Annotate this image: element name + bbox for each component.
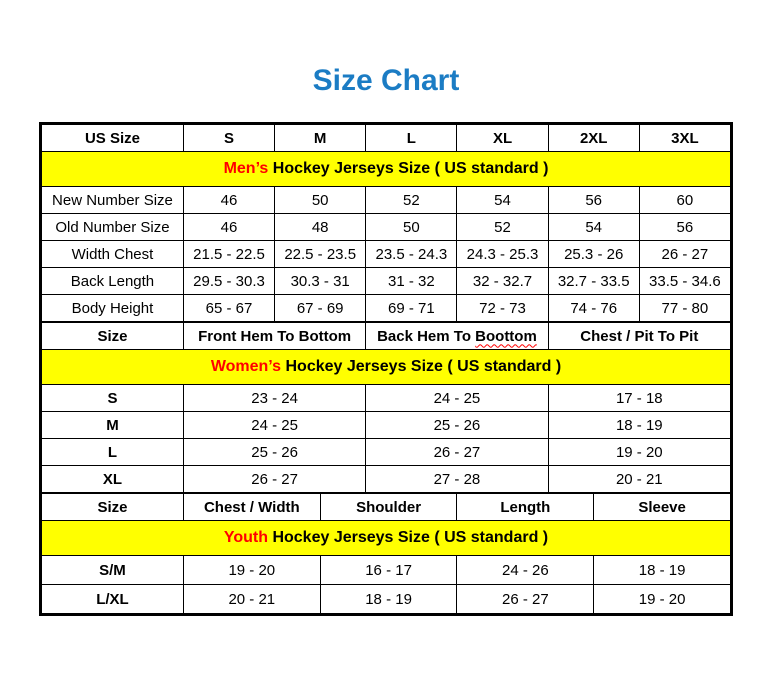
mens-cell-value: 32.7 - 33.5: [548, 268, 639, 295]
youth-cell-value: 26 - 27: [457, 585, 594, 614]
mens-cell-value: 54: [548, 214, 639, 241]
mens-cell-value: 33.5 - 34.6: [639, 268, 730, 295]
mens-cell-value: 50: [275, 187, 366, 214]
table-row: [42, 439, 731, 466]
mens-cell-value: 56: [548, 187, 639, 214]
mens-cell-value: 46: [183, 214, 274, 241]
youth-heading-rest: Hockey Jerseys Size ( US standard ): [268, 529, 549, 546]
womens-cell-value: 27 - 28: [366, 466, 548, 493]
womens-section-heading: [42, 350, 731, 385]
youth-cell-value: 24 - 26: [457, 556, 594, 585]
womens-col-header: Front Hem To Bottom: [183, 323, 365, 350]
size-chart: [39, 122, 733, 616]
mens-cell-value: 54: [457, 187, 548, 214]
youth-col-header: Chest / Width: [183, 494, 320, 521]
womens-row-label: M: [42, 412, 184, 439]
mens-cell-value: 52: [457, 214, 548, 241]
mens-cell-value: 67 - 69: [275, 295, 366, 322]
womens-col-header: Chest / Pit To Pit: [548, 323, 730, 350]
mens-size-table: [41, 124, 731, 322]
table-row: [42, 268, 731, 295]
mens-cell-value: 25.3 - 26: [548, 241, 639, 268]
womens-cell-value: 24 - 25: [183, 412, 365, 439]
mens-cell-value: 30.3 - 31: [275, 268, 366, 295]
mens-col-header: L: [366, 125, 457, 152]
mens-cell-value: 46: [183, 187, 274, 214]
youth-col-header: Shoulder: [320, 494, 457, 521]
mens-cell-value: 65 - 67: [183, 295, 274, 322]
table-row: [42, 466, 731, 493]
womens-cell-value: 26 - 27: [183, 466, 365, 493]
mens-cell-value: 60: [639, 187, 730, 214]
womens-cell-value: 25 - 26: [366, 412, 548, 439]
youth-row-label: S/M: [42, 556, 184, 585]
womens-cell-value: 18 - 19: [548, 412, 730, 439]
womens-size-table: [41, 322, 731, 493]
youth-col-header: Sleeve: [594, 494, 731, 521]
womens-row-label: L: [42, 439, 184, 466]
spellcheck-squiggle: Boottom: [475, 327, 537, 345]
mens-cell-value: 74 - 76: [548, 295, 639, 322]
mens-heading-rest: Hockey Jerseys Size ( US standard ): [268, 160, 549, 177]
womens-cell-value: 25 - 26: [183, 439, 365, 466]
womens-cell-value: 26 - 27: [366, 439, 548, 466]
mens-col-header: 3XL: [639, 125, 730, 152]
table-row: [42, 241, 731, 268]
table-row: [42, 187, 731, 214]
table-row: [42, 556, 731, 585]
mens-col-header: 2XL: [548, 125, 639, 152]
mens-row-label: Width Chest: [42, 241, 184, 268]
mens-cell-value: 31 - 32: [366, 268, 457, 295]
mens-cell-value: 56: [639, 214, 730, 241]
womens-cell-value: 20 - 21: [548, 466, 730, 493]
youth-col-header: Size: [42, 494, 184, 521]
mens-cell-value: 24.3 - 25.3: [457, 241, 548, 268]
womens-row-label: XL: [42, 466, 184, 493]
youth-row-label: L/XL: [42, 585, 184, 614]
mens-row-label: New Number Size: [42, 187, 184, 214]
womens-cell-value: 19 - 20: [548, 439, 730, 466]
youth-cell-value: 19 - 20: [594, 585, 731, 614]
youth-section-heading: [42, 521, 731, 556]
youth-col-header: Length: [457, 494, 594, 521]
mens-cell-value: 29.5 - 30.3: [183, 268, 274, 295]
mens-cell-value: 23.5 - 24.3: [366, 241, 457, 268]
womens-heading-highlight: Women’s: [210, 358, 282, 375]
mens-cell-value: 77 - 80: [639, 295, 730, 322]
table-row: [42, 412, 731, 439]
table-row: [42, 295, 731, 322]
mens-cell-value: 32 - 32.7: [457, 268, 548, 295]
youth-cell-value: 19 - 20: [183, 556, 320, 585]
mens-cell-value: 50: [366, 214, 457, 241]
youth-heading-highlight: Youth: [223, 529, 268, 546]
womens-cell-value: 17 - 18: [548, 385, 730, 412]
youth-cell-value: 16 - 17: [320, 556, 457, 585]
page-title: Size Chart: [312, 64, 460, 97]
table-row: [42, 585, 731, 614]
table-row: [42, 214, 731, 241]
mens-row-label: Body Height: [42, 295, 184, 322]
mens-heading-highlight: Men’s: [223, 160, 269, 177]
mens-cell-value: 69 - 71: [366, 295, 457, 322]
mens-col-header: S: [183, 125, 274, 152]
mens-section-heading: [42, 152, 731, 187]
mens-col-header: XL: [457, 125, 548, 152]
mens-col-header: M: [275, 125, 366, 152]
mens-cell-value: 72 - 73: [457, 295, 548, 322]
mens-cell-value: 52: [366, 187, 457, 214]
mens-cell-value: 22.5 - 23.5: [275, 241, 366, 268]
youth-cell-value: 18 - 19: [594, 556, 731, 585]
youth-size-table: [41, 493, 731, 614]
mens-row-label: Old Number Size: [42, 214, 184, 241]
womens-heading-rest: Hockey Jerseys Size ( US standard ): [281, 358, 562, 375]
mens-cell-value: 21.5 - 22.5: [183, 241, 274, 268]
womens-row-label: S: [42, 385, 184, 412]
mens-cell-value: 48: [275, 214, 366, 241]
womens-cell-value: 23 - 24: [183, 385, 365, 412]
womens-col-header: Size: [42, 323, 184, 350]
womens-col-header: Back Hem To Boottom: [366, 323, 548, 350]
womens-cell-value: 24 - 25: [366, 385, 548, 412]
mens-cell-value: 26 - 27: [639, 241, 730, 268]
mens-col-header: US Size: [42, 125, 184, 152]
youth-cell-value: 20 - 21: [183, 585, 320, 614]
table-row: [42, 385, 731, 412]
mens-row-label: Back Length: [42, 268, 184, 295]
youth-cell-value: 18 - 19: [320, 585, 457, 614]
